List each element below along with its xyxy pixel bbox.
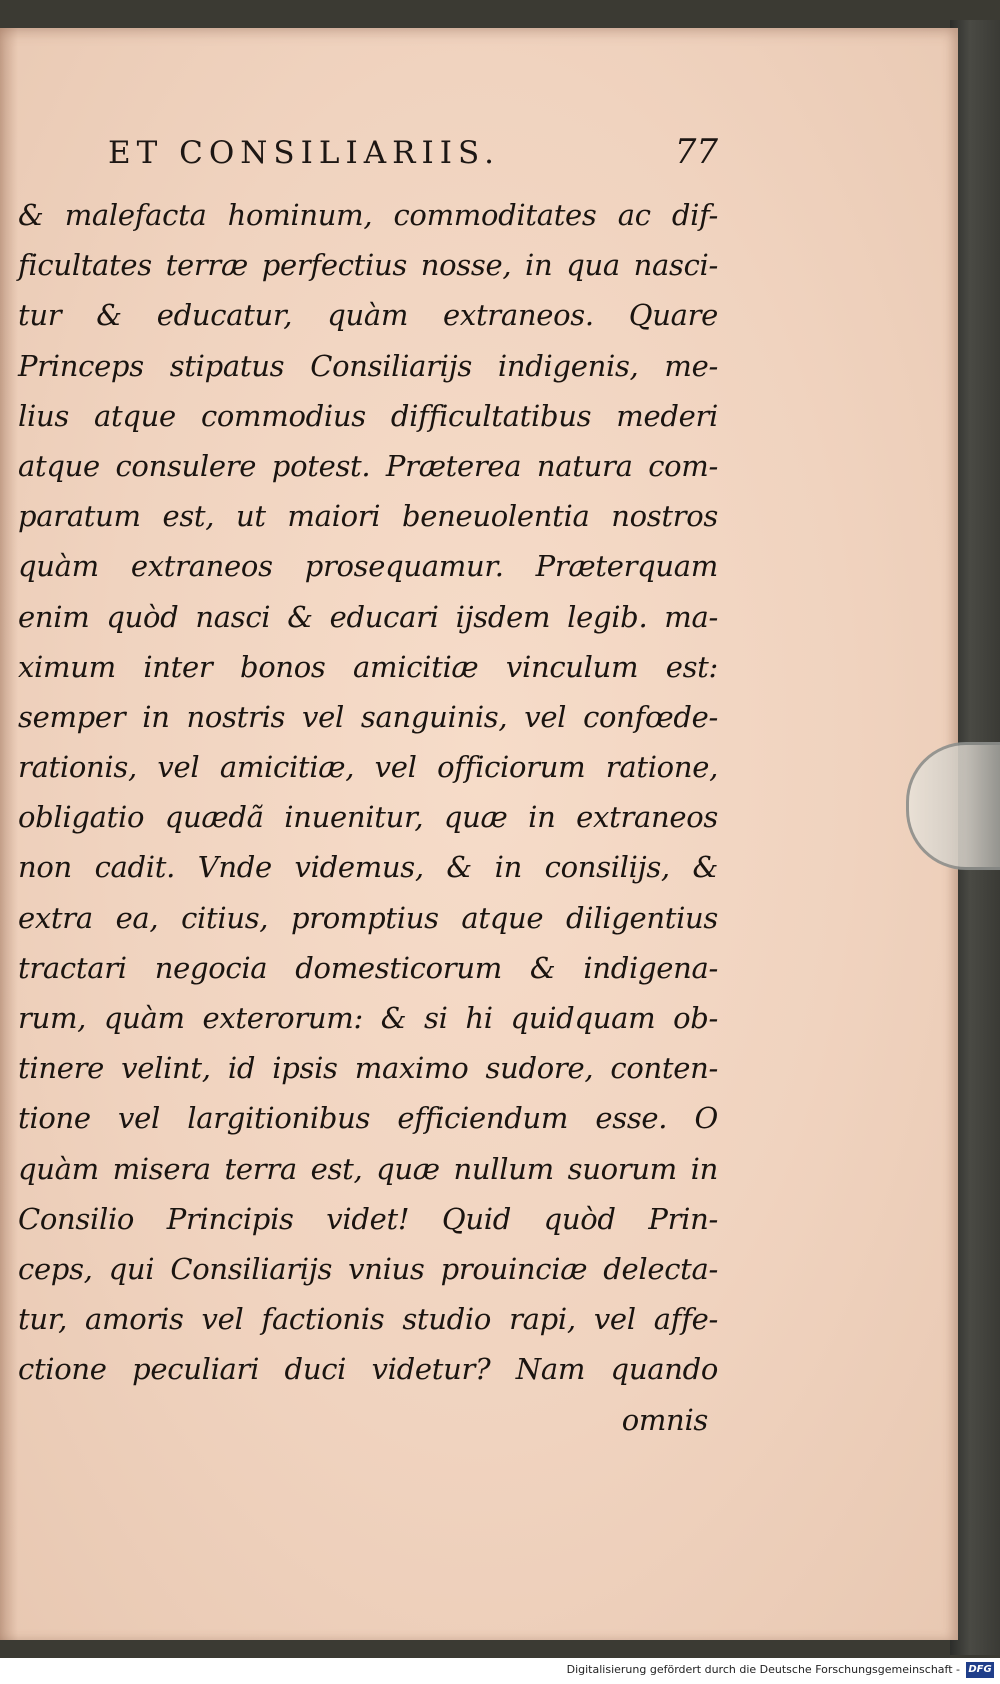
text-line: rum, quàm exterorum: & si hi quidquam ob-	[18, 1001, 718, 1035]
text-line: ficultates terræ perfectius nosse, in qua nasci-	[18, 248, 718, 283]
text-line: ceps, qui Consiliarijs vnius prouinciæ delecta-	[18, 1251, 718, 1286]
running-head: ET CONSILIARIIS.	[108, 135, 500, 171]
text-line: non cadit. Vnde videmus, & in consilijs, &	[18, 850, 718, 885]
text-line: tur, amoris vel factionis studio rapi, vel affe-	[18, 1302, 718, 1337]
text-line: tur & educatur, quàm extraneos. Quare	[18, 298, 718, 333]
digitization-credit: Digitalisierung gefördert durch die Deutsche Forschungsgemeinschaft -	[566, 1663, 960, 1676]
text-line: lius atque commodius difficultatibus mederi	[18, 398, 718, 433]
page-header	[108, 132, 718, 184]
text-line: atque consulere potest. Præterea natura com-	[18, 448, 718, 483]
text-line: paratum est, ut maiori beneuolentia nostros	[18, 499, 718, 534]
page-number: 77	[674, 132, 718, 172]
text-line: tractari negocia domesticorum & indigena-	[18, 950, 718, 985]
catchword: omnis	[621, 1402, 708, 1437]
body-text	[18, 190, 718, 1445]
text-line: Princeps stipatus Consiliarijs indigenis, me-	[18, 348, 718, 383]
page-gutter-shadow	[0, 28, 18, 1640]
text-line: ctione peculiari duci videtur? Nam quando	[18, 1352, 718, 1387]
text-line: extra ea, citius, promptius atque diligentius	[18, 900, 718, 935]
text-line: semper in nostris vel sanguinis, vel confœde-	[18, 699, 718, 734]
text-line: Consilio Principis videt! Quid quòd Prin-	[18, 1201, 718, 1236]
text-line: obligatio quædã inuenitur, quæ in extraneos	[18, 800, 718, 835]
text-line: enim quòd nasci & educari ijsdem legib. ma-	[18, 599, 718, 634]
text-line: tinere velint, id ipsis maximo sudore, conten-	[18, 1051, 718, 1086]
text-line: ximum inter bonos amicitiæ vinculum est:	[18, 649, 718, 684]
text-line: quàm misera terra est, quæ nullum suorum in	[18, 1151, 718, 1186]
dfg-logo: DFG	[966, 1662, 994, 1678]
text-line: quàm extraneos prosequamur. Præterquam	[18, 549, 718, 584]
text-line: tione vel largitionibus efficiendum esse. O	[18, 1101, 718, 1136]
text-line: & malefacta hominum, commoditates ac dif-	[18, 198, 718, 232]
text-line: rationis, vel amicitiæ, vel officiorum ratione,	[18, 750, 718, 785]
